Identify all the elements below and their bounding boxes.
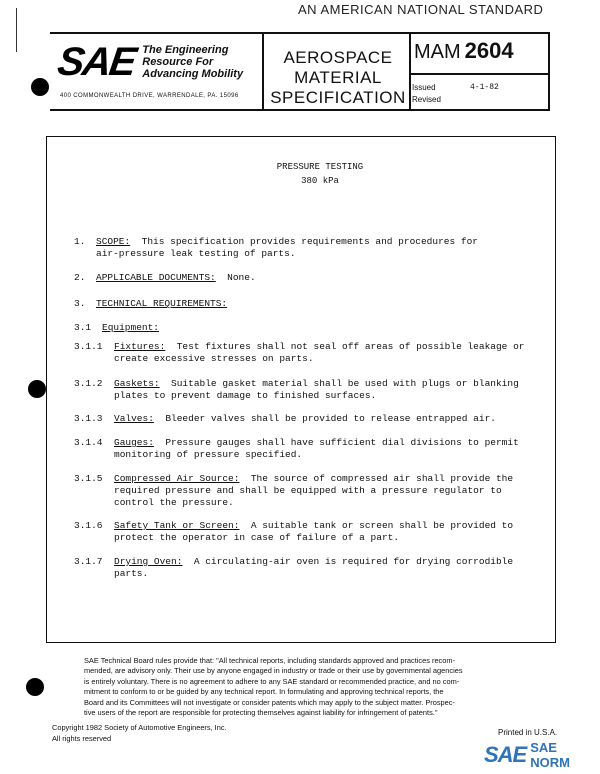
- sae-logo: [54, 40, 244, 84]
- section-number: 3.1.1: [74, 341, 103, 352]
- technical-board-disclaimer: SAE Technical Board rules provide that: "All technical reports, including standards approved and practices recom- mended, are advisory only. Their use by anyone engaged in industry or trade or their use by governmental agencies is entirely voluntary. There is no agreement to adhere to any SAE standard or recommended practice, and no com- mitment to conform to or be guided by any technical report. In formulating and approving technical reports, the Board and its Committees will not investigate or consider patents which may apply to the subject matter. Prospec- tive users of the report are responsible for protecting themselves against liability for infringement of patents.": [84, 656, 463, 718]
- punch-hole: [31, 78, 49, 96]
- doc-subtitle: 380 kPa: [301, 176, 339, 186]
- copyright: Copyright 1982 Society of Automotive Engineers, Inc.: [52, 723, 227, 732]
- edge-mark: [16, 8, 17, 52]
- section-number: 3.1.7: [74, 556, 103, 567]
- rights-reserved: All rights reserved: [52, 734, 112, 743]
- logo-tagline: The Engineering Resource For Advancing Mobility: [142, 44, 244, 80]
- section-number: 3.: [74, 298, 86, 309]
- section-valves: Valves: Bleeder valves shall be provided to release entrapped air.: [114, 413, 496, 424]
- watermark-mark: SAE: [484, 742, 527, 767]
- section-compressed-air-source: Compressed Air Source: The source of compressed air shall provide the required pressure and shall be equipped with a pressure regulator to control the pressure.: [114, 473, 514, 508]
- section-safety-tank: Safety Tank or Screen: A suitable tank or screen shall be provided to protect the operator in case of failure of a part.: [114, 520, 514, 543]
- standard-banner: AN AMERICAN NATIONAL STANDARD: [298, 2, 544, 17]
- section-number: 1.: [74, 236, 86, 247]
- logo-mark: SAE: [54, 40, 138, 84]
- section-gaskets: Gaskets: Suitable gasket material shall be used with plugs or blanking plates to prevent damage to finished surfaces.: [114, 378, 519, 401]
- address: 400 COMMONWEALTH DRIVE, WARRENDALE, PA. 15096: [60, 93, 239, 99]
- punch-hole: [26, 678, 44, 696]
- spec-number: MAM 2604: [414, 38, 514, 63]
- section-gauges: Gauges: Pressure gauges shall have sufficient dial divisions to permit monitoring of pressure specified.: [114, 437, 519, 460]
- doc-title: PRESSURE TESTING: [276, 162, 364, 172]
- issued-date: 4-1-82: [470, 83, 499, 92]
- section-number: 3.1.4: [74, 437, 103, 448]
- section-number: 3.1.3: [74, 413, 103, 424]
- spec-title: AEROSPACE MATERIAL SPECIFICATION: [270, 48, 406, 107]
- spec-header: [50, 32, 550, 110]
- section-number: 3.1: [74, 322, 92, 333]
- section-scope: SCOPE: This specification provides requirements and procedures for air-pressure leak testing of parts.: [96, 236, 478, 259]
- printed-in: Printed in U.S.A.: [498, 728, 558, 737]
- revised-label: Revised: [412, 95, 441, 104]
- section-number: 2.: [74, 272, 86, 283]
- section-fixtures: Fixtures: Test fixtures shall not seal off areas of possible leakage or create excessive stresses on parts.: [114, 341, 525, 364]
- section-technical-requirements: TECHNICAL REQUIREMENTS:: [96, 298, 228, 309]
- section-applicable-documents: APPLICABLE DOCUMENTS: None.: [96, 272, 256, 283]
- punch-hole: [28, 380, 46, 398]
- section-number: 3.1.5: [74, 473, 103, 484]
- section-number: 3.1.6: [74, 520, 103, 531]
- section-number: 3.1.2: [74, 378, 103, 389]
- watermark-logo: [484, 740, 600, 770]
- watermark-text: SAE NORM: [530, 740, 570, 770]
- issued-label: Issued: [412, 83, 436, 92]
- section-drying-oven: Drying Oven: A circulating-air oven is required for drying corrodible parts.: [114, 556, 514, 579]
- section-equipment: Equipment:: [102, 322, 160, 333]
